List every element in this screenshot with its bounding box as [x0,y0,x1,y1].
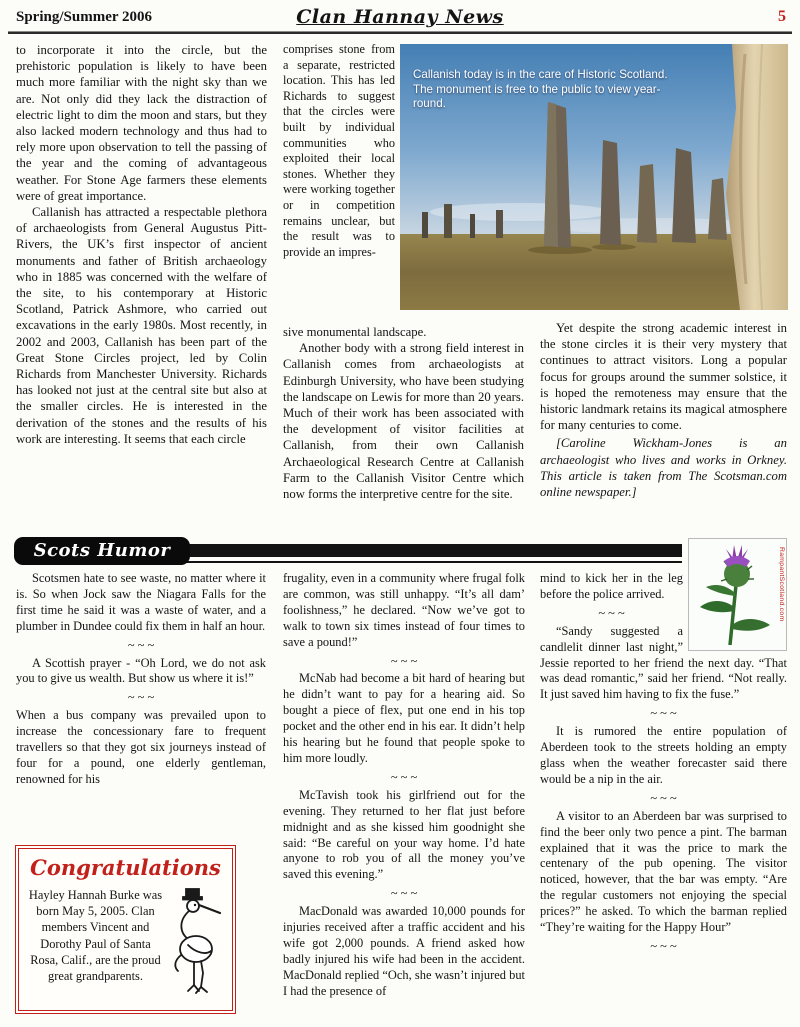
tilde-separator: ~ ~ ~ [127,690,155,705]
tilde-separator: ~ ~ ~ [390,653,418,668]
stork-art [166,887,224,997]
humor-item: “Sandy suggested a candlelit dinner last night,” Jessie reported to her friend the next day. “That was dead romantic,” said her friend. “Not really. It just saved him having to fix the fuse.” [540,623,787,702]
congratulations-text: Hayley Hannah Burke was born May 5, 2005. Clan members Vincent and Dorothy Paul of Santa Rosa, Calif., are the proud great grandparents. [28,888,163,984]
header-rule [8,31,792,34]
thistle-spacer [683,571,787,655]
humor-item: McNab had become a bit hard of hearing but he didn’t want to pay for a hearing aid. So bought a piece of flex, put one end in his top pocket and the other end in his ear. It didn’t help his hearing but he found that people spoke to him more loudly. [283,671,525,765]
article-paragraph: to incorporate it into the circle, but the prehistoric population is likely to have been much more familiar with the night sky than we are. Not only did they lack the distraction of electric light to dim the moon and stars, but they also lacked modern technology and thus had to rely more upon observation to tell the passing of the year and the coming of advantageous weather. For Stone Age farmers these elements were of great importance. [16,43,267,203]
humor-item: When a bus company was prevailed upon to increase the concessionary fare to frequent travellers so that they got six journeys instead of four for a pound, one elderly gentleman, renowned for his [16,708,266,786]
humor-item: MacDonald was awarded 10,000 pounds for injuries received after a traffic accident and his wife got 2,000 pounds. A friend asked how badly injured his wife had been in the accident. MacDonald replied “Och, she wasn’t injured but I had the presence of [283,904,525,998]
tilde-separator: ~ ~ ~ [390,886,418,901]
humor-item: McTavish took his girlfriend out for the evening. They returned to her flat just before midnight and as she kissed him goodnight she said: “Be careful on your way home. I’d hate anyone to rob you of all the money you’ve saved this evening.” [283,787,525,882]
article-paragraph: comprises stone from a separate, restricted location. This has led Richards to suggest that the circles were built by individual communities who exploited their local stones. Whether they were working together or in competition remains unclear, but the result was to provide an impres- [283,42,395,259]
callanish-photo [400,44,788,310]
article-paragraph: Yet despite the strong academic interest in the stone circles it is their very mystery that continues to attract visitors. Long a popular focus for groups around the summer solstice, it is hoped the remoteness may ensure that the historic landmark retains its magical atmosphere for many centuries to come. [540,321,787,433]
congratulations-title: Congratulations [30,855,221,880]
tilde-separator: ~ ~ ~ [390,769,418,784]
humor-item: A Scottish prayer - “Oh Lord, we do not ask you to give us wealth. But show us where it is!” [16,655,266,686]
section-title-scots-humor: Scots Humor [14,537,190,565]
tilde-separator: ~ ~ ~ [650,790,677,805]
humor-item: Scotsmen hate to see waste, no matter where it is. So when Jock saw the Niagara Falls for the first time he said it was a waste of water, and a plumber in Dundee could fix them in half an hour. [16,571,266,633]
article-column-3 [540,320,787,500]
humor-item: frugality, even in a community where frugal folk are common, was still unhappy. “It’s all dam’ foolishness,” he declared. “Now we’ve got to walk to town six times instead of four times to save a pound!” [283,571,525,649]
tilde-separator: ~ ~ ~ [650,706,677,721]
article-paragraph: Another body with a strong field interest in Callanish comes from archaeologists at Edinburgh University, who have been studying the landscape on Lewis for more than 20 years. Much of their work has been associated with the development of visitor facilities at Callanish, from their own Callanish Archaeological Research Centre at Callanish Farm to the Callanish Visitor Centre which now forms the interpretive centre for the site. [283,341,524,502]
tilde-separator: ~ ~ ~ [598,605,625,620]
article-paragraph: Callanish has attracted a respectable plethora of archaeologists from General Augustus Pitt-Rivers, the UK’s first inspector of ancient monuments and father of British archaeology who in 1885 was concerned with the welfare of the site, to his contemporary at Historic Scotland, Patrick Ashmore, who carried out excavations in the early 1980s. Most recently, in 2002 and 2003, Callanish has been part of the Great Stone Circles project, led by Colin Richards from Manchester University. Richards has looked not just at the central site but also at the smaller circles. He is interested in the derivation of the stones and the results of his work are interesting. It seems that each circle [16,205,267,446]
humor-item: It is rumored the entire population of Aberdeen took to the streets holding an empty glass when the weather forecaster said there would be a nip in the air. [540,724,787,786]
article-paragraph: sive monumental landscape. [283,325,427,339]
congratulations-box [15,845,236,1014]
humor-item: A visitor to an Aberdeen bar was surprised to find the beer only two pence a pint. The barman explained that it was the price to mark the centenary of the pub opening. The visitor noticed, however, that the bar was empty. “Are the regular customers not enjoying the special prices?” he asked. To which the barman replied “They’re waiting for the Happy Hour” [540,808,787,935]
masthead-title: Clan Hannay News [296,6,504,28]
article-column-1 [16,42,267,447]
article-column-2-narrow [283,42,395,260]
page-number: 5 [778,8,786,25]
humor-column-2 [283,571,525,1000]
stork-illustration [166,887,224,997]
tilde-separator: ~ ~ ~ [650,938,677,953]
humor-column-3 [540,571,787,957]
issue-date: Spring/Summer 2006 [16,9,152,25]
humor-item: mind to kick her in the leg before the police arrived. [540,571,683,601]
humor-column-1 [16,571,266,788]
article-column-2 [283,324,524,502]
article-author-credit: [Caroline Wickham-Jones is an archaeologist who lives and works in Orkney. This article is taken from The Scotsman.com online newspaper.] [540,436,787,500]
thistle-photo-credit: RampantScotland.com [778,547,785,622]
tilde-separator: ~ ~ ~ [127,637,155,652]
photo-caption: Callanish today is in the care of Historic Scotland. The monument is free to the public to view year-round. [413,68,668,111]
